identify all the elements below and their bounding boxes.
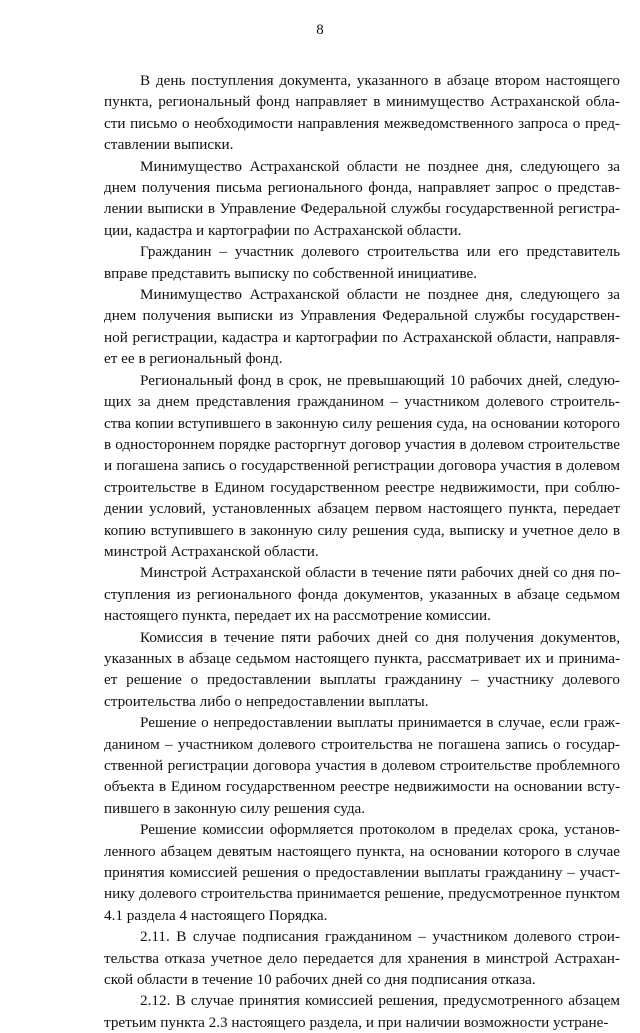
paragraph [104,370,620,563]
text-line: Решение комиссии оформляется протоколом в пределах срока, установ- [140,821,620,839]
text-line: ет ее в региональный фонд. [104,350,283,368]
text-line: настоящего пункта, передает их на рассмотрение комиссии. [104,607,491,625]
paragraph [104,712,620,819]
text-line: сти письмо о необходимости направления межведомственного запроса о пред- [104,114,620,132]
text-line: 2.12. В случае принятия комиссией решения, предусмотренного абзацем [140,992,620,1010]
paragraph [104,156,620,242]
text-line: Минстрой Астраханской области в течение пяти рабочих дней со дня по- [140,564,620,582]
text-line: 4.1 раздела 4 настоящего Порядка. [104,906,328,924]
paragraph [104,562,620,626]
paragraph [104,241,620,284]
text-line: днем получения письма регионального фонда, направляет запрос о представ- [104,179,620,197]
paragraph [104,926,620,990]
text-line: Решение о непредоставлении выплаты принимается в случае, если граж- [140,714,620,732]
text-line: данином – участником долевого строительства не погашена запись о государ- [104,735,620,753]
text-line: пункта, региональный фонд направляет в минимущество Астраханской обла- [104,93,620,111]
text-line: ленного абзацем девятым настоящего пункта, на основании которого в случае [104,842,620,860]
text-line: вправе представить выписку по собственной инициативе. [104,264,478,282]
text-line: строительства либо о непредоставлении выплаты. [104,692,429,710]
page-number: 8 [316,22,324,38]
text-line: и погашена запись о государственной регистрации договора участия в долевом [104,457,620,475]
paragraph [104,627,620,713]
text-line: Минимущество Астраханской области не позднее дня, следующего за [140,286,620,304]
text-line: ской области в течение 10 рабочих дней со дня подписания отказа. [104,971,536,989]
text-line: третьим пункта 2.3 настоящего раздела, и при наличии возможности устране- [104,1013,609,1031]
text-line: щих за днем представления гражданином – участником долевого строитель- [104,393,620,411]
text-line: лении выписки в Управление Федеральной службы государственной регистра- [104,200,620,218]
text-line: Комиссия в течение пяти рабочих дней со дня получения документов, [140,628,620,646]
paragraph [104,70,620,156]
text-line: ной регистрации, кадастра и картографии по Астраханской области, направля- [104,328,620,346]
paragraph [104,990,620,1033]
text-line: В день поступления документа, указанного в абзаце втором настоящего [140,72,620,89]
text-line: Региональный фонд в срок, не превышающий 10 рабочих дней, следую- [140,371,620,389]
paragraph [104,819,620,926]
paragraph [104,284,620,370]
text-line: ции, кадастра и картографии по Астраханской области. [104,221,462,239]
text-line: ступления из регионального фонда документов, указанных в абзаце седьмом [104,585,620,603]
text-line: ственной регистрации договора участия в долевом строительстве проблемного [104,757,620,774]
text-line: Гражданин – участник долевого строительства или его представитель [140,243,620,261]
text-line: объекта в Едином государственном реестре недвижимости на основании всту- [104,778,620,796]
text-line: 2.11. В случае подписания гражданином – участником долевого строи- [140,928,620,946]
text-line: дении условий, установленных абзацем первом настоящего пункта, передает [104,500,620,518]
text-line: указанных в абзаце седьмом настоящего пункта, рассматривает их и принима- [104,649,620,667]
text-line: тельства отказа учетное дело передается для хранения в минстрой Астрахан- [104,949,620,967]
text-line: ет решение о предоставлении выплаты гражданину – участнику долевого [104,671,620,689]
text-line: в одностороннем порядке расторгнут договор участия в долевом строительстве [104,435,620,453]
text-line: пившего в законную силу решения суда. [104,799,366,817]
text-line: принятия комиссией решения о предоставлении выплаты гражданину – участ- [104,864,620,882]
text-line: копию вступившего в законную силу решения суда, выписку и учетное дело в [104,521,620,539]
text-line: строительстве в Едином государственном реестре недвижимости, при соблю- [104,478,620,496]
text-line: днем получения выписки из Управления Федеральной службы государствен- [104,307,620,325]
text-line: минстрой Астраханской области. [104,542,319,560]
text-line: ставлении выписки. [104,136,234,154]
text-line: нику долевого строительства принимается решение, предусмотренное пунктом [104,885,620,903]
document-body [104,70,620,1033]
text-line: Минимущество Астраханской области не позднее дня, следующего за [140,157,620,175]
text-line: ства копии вступившего в законную силу решения суда, на основании которого [104,414,620,432]
